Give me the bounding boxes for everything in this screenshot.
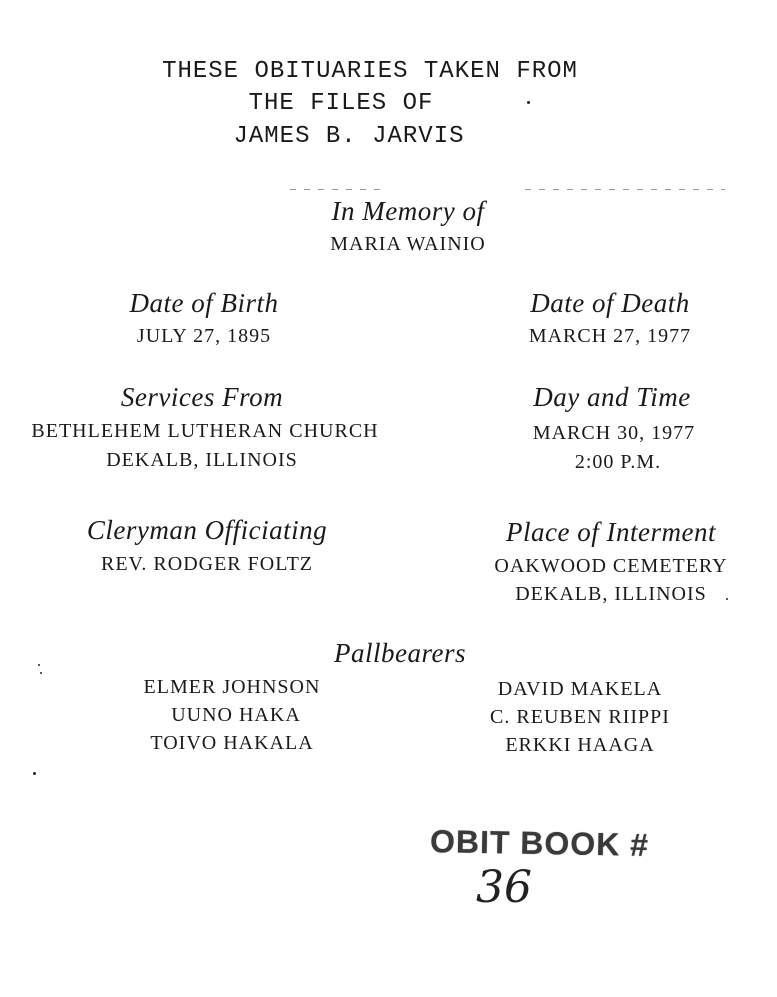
pallbearer-left-1: ELMER JOHNSON xyxy=(143,676,321,698)
pallbearer-right-3: ERKKI HAAGA xyxy=(505,734,655,756)
speck xyxy=(726,598,728,600)
interment-label: Place of Interment xyxy=(506,517,716,547)
clergyman-name: REV. RODGER FOLTZ xyxy=(100,553,314,575)
date-of-birth-label: Date of Birth xyxy=(129,288,279,318)
clergyman-label: Cleryman Officiating xyxy=(86,515,328,545)
speck xyxy=(527,101,530,104)
day-and-time-label: Day and Time xyxy=(533,382,691,412)
speck xyxy=(38,664,40,666)
faint-mark xyxy=(290,189,380,190)
pallbearer-left-2: UUNO HAKA xyxy=(171,704,301,726)
pallbearers-label: Pallbearers xyxy=(334,638,466,668)
date-of-death-label: Date of Death xyxy=(530,288,690,318)
header-line-2: THE FILES OF xyxy=(248,90,434,117)
faint-mark xyxy=(525,189,725,190)
services-city: DEKALB, ILLINOIS xyxy=(106,449,298,471)
services-from-label: Services From xyxy=(120,382,284,412)
speck xyxy=(40,672,42,674)
interment-city: DEKALB, ILLINOIS xyxy=(515,583,707,605)
speck xyxy=(33,772,36,775)
header-line-3: JAMES B. JARVIS xyxy=(233,123,465,150)
service-date: MARCH 30, 1977 xyxy=(532,422,696,444)
date-of-birth-value: JULY 27, 1895 xyxy=(136,325,272,347)
pallbearer-left-3: TOIVO HAKALA xyxy=(150,732,314,754)
in-memory-label: In Memory of xyxy=(331,196,485,226)
obit-book-number: 36 xyxy=(476,862,532,913)
interment-cemetery: OAKWOOD CEMETERY xyxy=(494,555,728,577)
header-line-1: THESE OBITUARIES TAKEN FROM xyxy=(162,58,578,85)
obit-book-stamp: OBIT BOOK # xyxy=(429,823,650,863)
pallbearer-right-2: C. REUBEN RIIPPI xyxy=(490,706,670,728)
services-church: BETHLEHEM LUTHERAN CHURCH xyxy=(31,420,379,442)
service-time: 2:00 P.M. xyxy=(574,451,662,473)
date-of-death-value: MARCH 27, 1977 xyxy=(528,325,692,347)
deceased-name: MARIA WAINIO xyxy=(330,233,486,255)
pallbearer-right-1: DAVID MAKELA xyxy=(497,678,663,700)
